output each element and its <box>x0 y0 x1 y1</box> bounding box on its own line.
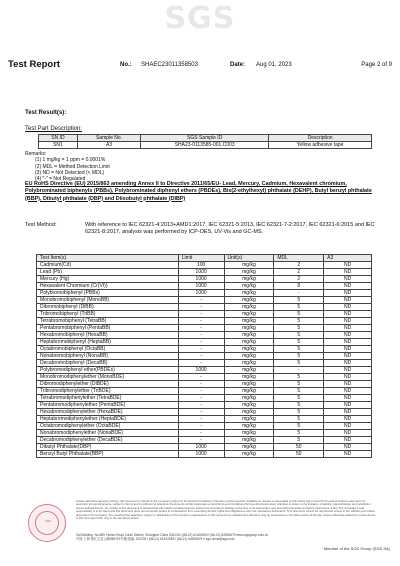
table-cell: - <box>178 297 224 304</box>
table-cell: ND <box>324 381 372 388</box>
table-row <box>37 318 372 325</box>
table-cell: - <box>178 388 224 395</box>
table-row <box>37 430 372 437</box>
table-row <box>37 374 372 381</box>
table-cell: - <box>178 374 224 381</box>
table-cell: 1000 <box>178 290 224 297</box>
table-cell: ND <box>324 318 372 325</box>
table-cell: Tetrabromobiphenyl (TetraBB) <box>37 318 179 325</box>
table-cell: 5 <box>274 318 324 325</box>
table-cell: 5 <box>274 430 324 437</box>
table-cell: Heptabromobiphenyl (HeptaBB) <box>37 339 179 346</box>
footer <box>28 500 378 550</box>
legal-fine-print: Unless otherwise agreed in writing, this document is issued by the Company subject to its General Conditions of Service printed overleaf, available on request or accessible at http://www.sgs.com/en/Terms-and-Conditions.aspx and, for electronic format documents, subject to Terms and Conditions for Electronic Documents at http://www.sgs.com/en/Terms-and-Conditions/Terms-e-Document.aspx. Attention is drawn to the limitation of liability, indemnification and jurisdiction issues defined therein. Any holder of this document is advised that information contained hereon reflects the Company's findings at the time of its intervention only and within the limits of Client's instructions, if any. The Company's sole responsibility is to its Client and this document does not exonerate parties to a transaction from exercising all their rights and obligations under the transaction documents. This document cannot be reproduced except in full, without prior written approval of the Company. Any unauthorized alteration, forgery or falsification of the content or appearance of this document is unlawful and offenders may be prosecuted to the fullest extent of the law. Unless otherwise stated the results shown in this test report refer only to the sample(s) tested. <box>76 500 376 521</box>
table-row <box>37 325 372 332</box>
table-cell: 1000 <box>178 444 224 451</box>
table-row <box>37 367 372 374</box>
table-cell: ND <box>324 430 372 437</box>
table-row <box>37 332 372 339</box>
table-cell: 5 <box>274 423 324 430</box>
table-row <box>37 297 372 304</box>
table-cell: Pentabromodiphenylether (PentaBDE) <box>37 402 179 409</box>
table-cell: Tetrabromodiphenylether (TetraBDE) <box>37 395 179 402</box>
table-cell: ND <box>324 304 372 311</box>
table-row <box>39 142 372 149</box>
column-header: Description <box>269 135 372 142</box>
table-cell: 50 <box>274 444 324 451</box>
table-cell: 8 <box>274 283 324 290</box>
table-cell: ND <box>324 339 372 346</box>
table-row <box>37 269 372 276</box>
table-row <box>37 423 372 430</box>
table-row <box>37 353 372 360</box>
table-cell: ND <box>324 409 372 416</box>
column-header: Sample No. <box>77 135 140 142</box>
table-cell: mg/kg <box>224 283 274 290</box>
address-chinese: 中国·上海·徐汇区宜山路889号3号楼 邮编: 200233 t (86-21) 61402553 f (86-21) 64953679 e sgs.china@sgs.com <box>76 537 235 542</box>
table-cell: - <box>178 395 224 402</box>
table-row <box>37 262 372 269</box>
table-cell: - <box>178 346 224 353</box>
table-row <box>37 304 372 311</box>
table-cell: Nonabromobiphenyl (NonaBB) <box>37 353 179 360</box>
table-cell: mg/kg <box>224 353 274 360</box>
table-cell: Dibromobiphenyl (DiBB) <box>37 304 179 311</box>
table-cell: 5 <box>274 353 324 360</box>
table-cell: - <box>274 290 324 297</box>
column-header: Unit(s) <box>224 255 274 262</box>
table-cell: Dibromodiphenylether (DiBDE) <box>37 381 179 388</box>
table-cell: Heptabromodiphenylether (HeptaBDE) <box>37 416 179 423</box>
table-cell: ND <box>324 262 372 269</box>
table-cell: ND <box>324 423 372 430</box>
table-row <box>37 444 372 451</box>
table-cell: Tribromodiphenylether (TriBDE) <box>37 388 179 395</box>
table-cell: mg/kg <box>224 360 274 367</box>
table-cell: Dibutyl Phthalate(DBP) <box>37 444 179 451</box>
table-cell: - <box>178 402 224 409</box>
table-cell: mg/kg <box>224 402 274 409</box>
table-cell: Hexabromodiphenylether (HexaBDE) <box>37 409 179 416</box>
table-cell: mg/kg <box>224 416 274 423</box>
table-cell: 5 <box>274 402 324 409</box>
column-header: Limit <box>178 255 224 262</box>
table-cell: SHA23-0113585-001.C003 <box>141 142 269 149</box>
table-cell: Decabromodiphenylether (DecaBDE) <box>37 437 179 444</box>
table-cell: mg/kg <box>224 409 274 416</box>
table-cell: ND <box>324 353 372 360</box>
table-cell: 2 <box>274 262 324 269</box>
table-cell: mg/kg <box>224 388 274 395</box>
directive-title: EU RoHS Directive (EU) 2015/863 amending Annex II to Directive 2011/65/EU- Lead, Mercury, Cadmium, Hexavalent chromium, Polybrominated biphenyls (PBBs), Polybrominated diphenyl ethers (PBDEs), Bis(2-ethylhexyl) phthalate (DEHP), Butyl benzyl phthalate (BBP), Dibutyl phthalate (DBP) and Diisobutyl phthalate (DIBP) <box>25 181 372 202</box>
table-cell: ND <box>324 276 372 283</box>
column-header: A3 <box>324 255 372 262</box>
table-cell: ND <box>324 402 372 409</box>
table-cell: Hexabromobiphenyl (HexaBB) <box>37 332 179 339</box>
table-cell: Octabromobiphenyl (OctaBB) <box>37 346 179 353</box>
table-cell: Monobromodiphenylether (MonoBDE) <box>37 374 179 381</box>
table-row <box>37 395 372 402</box>
table-cell: 1000 <box>178 283 224 290</box>
table-cell: ND <box>324 437 372 444</box>
table-cell: ND <box>324 283 372 290</box>
table-cell: ND <box>324 451 372 458</box>
table-cell: ND <box>324 395 372 402</box>
table-cell: mg/kg <box>224 423 274 430</box>
table-cell: mg/kg <box>224 451 274 458</box>
table-cell: Polybromodiphenyl ether(PBDEs) <box>37 367 179 374</box>
member-note: Member of the SGS Group (SGS SA) <box>323 546 390 551</box>
remark-item: (3) ND = Not Detected (< MDL) <box>35 169 105 176</box>
table-cell: mg/kg <box>224 367 274 374</box>
table-cell: mg/kg <box>224 325 274 332</box>
table-cell: Octabromodiphenylether (OctaBDE) <box>37 423 179 430</box>
table-cell: - <box>178 381 224 388</box>
table-cell: ND <box>324 290 372 297</box>
table-row <box>37 283 372 290</box>
table-row <box>37 416 372 423</box>
table-cell: Pentabromobiphenyl (PentaBB) <box>37 325 179 332</box>
table-cell: 2 <box>274 276 324 283</box>
table-cell: 1000 <box>178 367 224 374</box>
table-row <box>37 381 372 388</box>
table-cell: 5 <box>274 381 324 388</box>
table-cell: 50 <box>274 451 324 458</box>
table-cell: mg/kg <box>224 381 274 388</box>
report-title: Test Report <box>8 59 61 70</box>
table-cell: ND <box>324 367 372 374</box>
table-cell: 1000 <box>178 451 224 458</box>
table-cell: ND <box>324 297 372 304</box>
table-row <box>37 388 372 395</box>
column-header: MDL <box>274 255 324 262</box>
report-date-label: Date: <box>230 62 246 68</box>
table-cell: ND <box>324 374 372 381</box>
table-cell: 100 <box>178 262 224 269</box>
table-cell: SN1 <box>39 142 78 149</box>
table-cell: 5 <box>274 346 324 353</box>
table-row <box>37 311 372 318</box>
column-header: Test Item(s) <box>37 255 179 262</box>
table-row <box>37 402 372 409</box>
table-cell: mg/kg <box>224 374 274 381</box>
table-cell: Cadmium(Cd) <box>37 262 179 269</box>
table-cell: 5 <box>274 325 324 332</box>
table-cell: - <box>178 318 224 325</box>
table-cell: Nonabromodiphenylether (NonaBDE) <box>37 430 179 437</box>
report-number-label: No.: <box>120 62 132 68</box>
results-table <box>36 254 372 458</box>
table-cell: - <box>178 437 224 444</box>
table-cell: 5 <box>274 388 324 395</box>
report-number: SHAEC23011358503 <box>141 62 198 68</box>
table-cell: 5 <box>274 360 324 367</box>
table-cell: Benzyl Butyl Phthalate(BBP) <box>37 451 179 458</box>
seal-stamp-icon: SGS <box>28 504 66 542</box>
table-cell: Tribromobiphenyl (TriBB) <box>37 311 179 318</box>
test-method-label: Test Method: <box>25 222 57 228</box>
table-cell: ND <box>324 325 372 332</box>
table-cell: A3 <box>77 142 140 149</box>
table-cell: mg/kg <box>224 444 274 451</box>
column-header: SGS Sample ID <box>141 135 269 142</box>
table-cell: mg/kg <box>224 269 274 276</box>
table-cell: ND <box>324 388 372 395</box>
table-cell: mg/kg <box>224 437 274 444</box>
test-part-table <box>38 134 372 149</box>
table-cell: 5 <box>274 332 324 339</box>
table-cell: mg/kg <box>224 332 274 339</box>
table-cell: - <box>178 409 224 416</box>
table-header-row <box>39 135 372 142</box>
table-cell: 2 <box>274 269 324 276</box>
column-header: SN ID <box>39 135 78 142</box>
table-cell: 5 <box>274 339 324 346</box>
table-row <box>37 339 372 346</box>
table-cell: ND <box>324 311 372 318</box>
remarks-title: Remarks: <box>25 151 47 157</box>
table-cell: 5 <box>274 409 324 416</box>
table-cell: mg/kg <box>224 297 274 304</box>
report-header <box>8 57 392 73</box>
table-row <box>37 360 372 367</box>
test-method-text: With reference to IEC 62321-4:2013+AMD1:2017, IEC 62321-5:2013, IEC 62321-7-2:2017, IEC 62321-6:2015 and IEC 62321-8:2017, analysis was performed by ICP-OES, UV-Vis and GC-MS. <box>85 222 375 236</box>
table-cell: mg/kg <box>224 430 274 437</box>
table-cell: - <box>178 430 224 437</box>
table-cell: Lead (Pb) <box>37 269 179 276</box>
table-cell: 1000 <box>178 276 224 283</box>
table-cell: Monobromobiphenyl (MonoBB) <box>37 297 179 304</box>
table-cell: Mercury (Hg) <box>37 276 179 283</box>
table-cell: 5 <box>274 311 324 318</box>
table-cell: - <box>274 367 324 374</box>
table-cell: mg/kg <box>224 346 274 353</box>
table-cell: 5 <box>274 304 324 311</box>
table-cell: mg/kg <box>224 395 274 402</box>
table-cell: ND <box>324 416 372 423</box>
table-cell: mg/kg <box>224 311 274 318</box>
table-cell: 5 <box>274 395 324 402</box>
page-number: Page 2 of 9 <box>361 62 392 68</box>
results-heading: Test Result(s): <box>25 110 67 116</box>
sgs-logo: SGS <box>164 1 236 36</box>
table-row <box>37 346 372 353</box>
table-cell: mg/kg <box>224 339 274 346</box>
table-cell: Hexavalent Chromium (Cr(VI)) <box>37 283 179 290</box>
table-cell: Polybromobiphenyl (PBBs) <box>37 290 179 297</box>
table-cell: 5 <box>274 416 324 423</box>
table-cell: - <box>178 339 224 346</box>
table-cell: mg/kg <box>224 262 274 269</box>
table-cell: mg/kg <box>224 304 274 311</box>
report-date: Aug 01, 2023 <box>256 62 292 68</box>
table-cell: ND <box>324 360 372 367</box>
table-row <box>37 451 372 458</box>
table-cell: 5 <box>274 374 324 381</box>
address-english: 3rd Building, No.889 Yishan Road Xuhui District, Shanghai China 200233 t (86-21) 61402553 f (86-21) 64953679 www.sgsgroup.com.cn <box>76 533 269 537</box>
table-cell: - <box>178 423 224 430</box>
table-cell: mg/kg <box>224 276 274 283</box>
table-cell: ND <box>324 269 372 276</box>
table-cell: ND <box>324 332 372 339</box>
table-cell: - <box>178 311 224 318</box>
remark-item: (1) 1 mg/kg = 1 ppm = 0.0001% <box>35 157 106 164</box>
table-cell: - <box>178 304 224 311</box>
table-cell: mg/kg <box>224 290 274 297</box>
remark-item: (2) MDL = Method Detection Limit <box>35 163 110 170</box>
remark-item: (4) "-" = Not Regulated <box>35 176 86 183</box>
remarks <box>25 151 110 182</box>
table-cell: - <box>178 360 224 367</box>
table-cell: mg/kg <box>224 318 274 325</box>
table-cell: - <box>178 332 224 339</box>
table-cell: 5 <box>274 437 324 444</box>
table-header-row <box>37 255 372 262</box>
table-cell: Yellow adhesive tape <box>269 142 372 149</box>
table-cell: ND <box>324 346 372 353</box>
table-row <box>37 276 372 283</box>
part-description-heading: Test Part Description: <box>25 126 83 132</box>
table-cell: ND <box>324 444 372 451</box>
table-cell: 5 <box>274 297 324 304</box>
table-cell: - <box>178 325 224 332</box>
table-cell: - <box>178 353 224 360</box>
table-row <box>37 437 372 444</box>
company-address <box>76 533 376 541</box>
table-cell: Decabromobiphenyl (DecaBB) <box>37 360 179 367</box>
table-cell: - <box>178 416 224 423</box>
table-row <box>37 409 372 416</box>
table-cell: 1000 <box>178 269 224 276</box>
table-row <box>37 290 372 297</box>
